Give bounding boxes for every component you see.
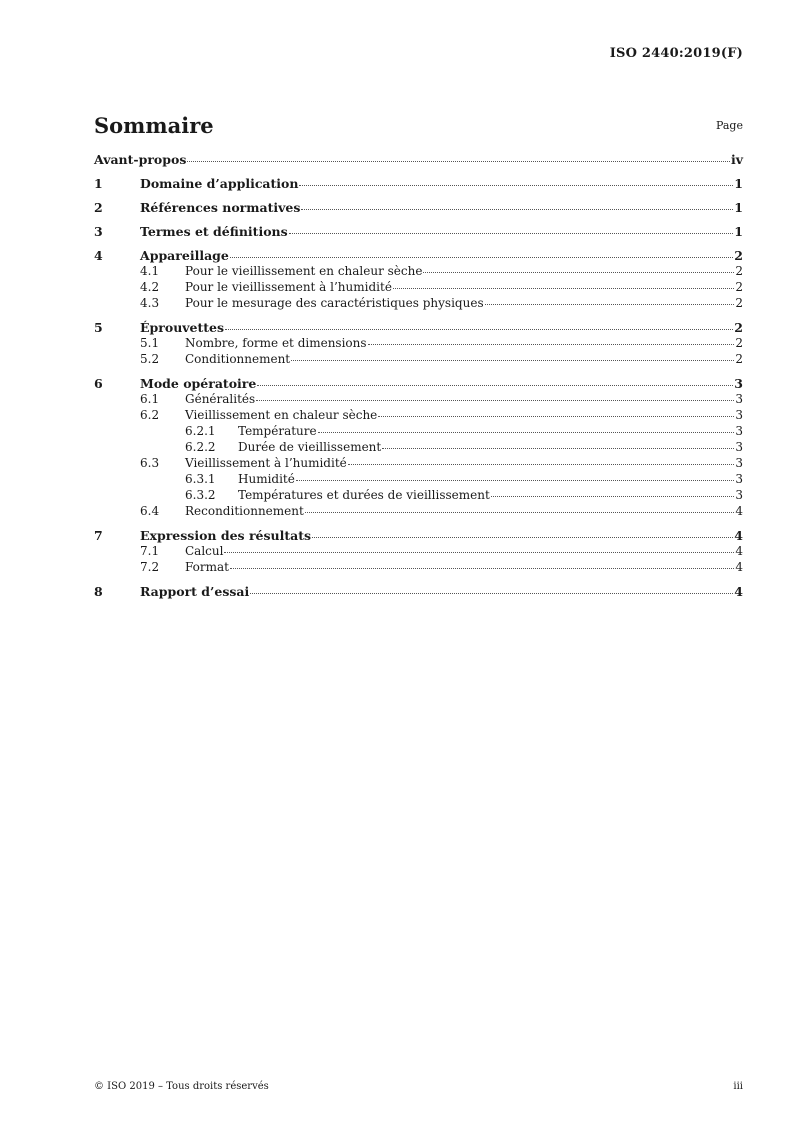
toc-entry-number: 6.3.1: [185, 472, 216, 486]
toc-leader-dots: [250, 592, 733, 594]
toc-entry-title: Humidité: [238, 472, 295, 486]
toc-entry-page: 4: [735, 544, 743, 558]
toc-entry-page: 3: [735, 440, 743, 454]
toc-entry[interactable]: [94, 152, 743, 168]
toc-entry-number: 4: [94, 248, 103, 263]
toc-leader-dots: [348, 463, 735, 465]
toc-entry-title: Pour le mesurage des caractéristiques physiques: [185, 296, 484, 310]
toc-entry-page: 3: [735, 488, 743, 502]
toc-entry[interactable]: [94, 528, 743, 544]
toc-leader-dots: [187, 160, 730, 162]
toc-entry-number: 7.2: [140, 560, 160, 574]
toc-leader-dots: [423, 271, 734, 273]
toc-entry-title: Vieillissement en chaleur sèche: [185, 408, 378, 422]
toc-entry-number: 7.1: [140, 544, 160, 558]
toc-entry-number: 6.4: [140, 504, 160, 518]
toc-entry-number: 6.2.2: [185, 440, 216, 454]
toc-entry[interactable]: [94, 224, 743, 240]
toc-entry-number: 5: [94, 320, 103, 335]
toc-entry-title: Éprouvettes: [140, 320, 225, 335]
toc-entry-page: 3: [735, 472, 743, 486]
toc-entry[interactable]: [94, 336, 743, 352]
toc-entry[interactable]: [94, 544, 743, 560]
toc-entry-number: 8: [94, 584, 103, 599]
toc-entry-page: 4: [735, 504, 743, 518]
toc-entry-title: Généralités: [185, 392, 256, 406]
toc-entry-page: 1: [734, 224, 743, 239]
toc-entry[interactable]: [94, 392, 743, 408]
toc-leader-dots: [289, 232, 734, 234]
toc-leader-dots: [256, 399, 734, 401]
toc-entry-page: 4: [734, 584, 743, 599]
toc-entry-title: Reconditionnement: [185, 504, 304, 518]
toc-entry-page: 3: [735, 392, 743, 406]
toc-entry[interactable]: [94, 264, 743, 280]
toc-entry-title: Rapport d’essai: [140, 584, 250, 599]
toc-entry-page: 2: [735, 296, 743, 310]
toc-entry-number: 5.2: [140, 352, 160, 366]
toc-entry-page: 4: [735, 560, 743, 574]
toc-entry-page: 3: [734, 376, 743, 391]
toc-entry-page: 2: [735, 280, 743, 294]
toc-entry-title: Durée de vieillissement: [238, 440, 382, 454]
toc-leader-dots: [224, 551, 734, 553]
toc-entry-page: 2: [735, 352, 743, 366]
page-title: Sommaire: [94, 113, 214, 138]
toc-entry-page: 4: [734, 528, 743, 543]
toc-entry-title: Pour le vieillissement en chaleur sèche: [185, 264, 423, 278]
toc-entry-number: 3: [94, 224, 103, 239]
toc-entry[interactable]: [94, 472, 743, 488]
toc-leader-dots: [318, 431, 735, 433]
toc-entry[interactable]: [94, 424, 743, 440]
toc-entry-number: 6.2.1: [185, 424, 216, 438]
toc-entry-page: 2: [735, 264, 743, 278]
toc-entry-number: 7: [94, 528, 103, 543]
toc-entry-number: 6.2: [140, 408, 160, 422]
toc-entry[interactable]: [94, 376, 743, 392]
toc-leader-dots: [257, 384, 733, 386]
toc-entry-page: iv: [730, 152, 743, 167]
toc-entry-page: 2: [734, 320, 743, 335]
toc-leader-dots: [491, 495, 735, 497]
toc-entry[interactable]: [94, 456, 743, 472]
toc-leader-dots: [225, 328, 733, 330]
toc-entry-title: Températures et durées de vieillissement: [238, 488, 490, 502]
toc-entry-title: Calcul: [185, 544, 224, 558]
toc-entry-number: 1: [94, 176, 103, 191]
toc-entry-number: 4.2: [140, 280, 160, 294]
toc-entry-number: 2: [94, 200, 103, 215]
toc-leader-dots: [305, 511, 735, 513]
toc-entry-title: Vieillissement à l’humidité: [185, 456, 347, 470]
toc-entry-title: Domaine d’application: [140, 176, 299, 191]
toc-leader-dots: [230, 256, 733, 258]
toc-entry-title: Expression des résultats: [140, 528, 312, 543]
toc-entry[interactable]: [94, 280, 743, 296]
toc-entry-page: 2: [735, 336, 743, 350]
toc-leader-dots: [393, 287, 734, 289]
toc-entry-title: Mode opératoire: [140, 376, 257, 391]
toc-entry[interactable]: [94, 560, 743, 576]
toc-entry-page: 3: [735, 424, 743, 438]
toc-entry-number: 6.3.2: [185, 488, 216, 502]
toc-entry-title: Pour le vieillissement à l’humidité: [185, 280, 392, 294]
toc-leader-dots: [291, 359, 734, 361]
toc-entry[interactable]: [94, 320, 743, 336]
footer-copyright: © ISO 2019 – Tous droits réservés: [94, 1081, 269, 1092]
toc-entry-title: Références normatives: [140, 200, 301, 215]
document-standard-number: ISO 2440:2019(F): [609, 46, 743, 61]
toc-entry-page: 2: [734, 248, 743, 263]
toc-entry-number: 5.1: [140, 336, 160, 350]
toc-entry-title: Termes et définitions: [140, 224, 288, 239]
toc-entry-number: 6: [94, 376, 103, 391]
toc-entry[interactable]: [94, 200, 743, 216]
toc-leader-dots: [382, 447, 734, 449]
toc-entry-title: Format: [185, 560, 229, 574]
toc-leader-dots: [299, 184, 733, 186]
toc-entry[interactable]: [94, 440, 743, 456]
toc-entry[interactable]: [94, 248, 743, 264]
toc-entry-page: 3: [735, 408, 743, 422]
toc-entry-page: 1: [734, 200, 743, 215]
toc-entry-title: Conditionnement: [185, 352, 291, 366]
toc-entry[interactable]: [94, 584, 743, 600]
toc-entry[interactable]: [94, 176, 743, 192]
toc-entry-title: Température: [238, 424, 317, 438]
toc-leader-dots: [378, 415, 734, 417]
toc-leader-dots: [296, 479, 735, 481]
toc-leader-dots: [230, 567, 734, 569]
toc-entry[interactable]: [94, 488, 743, 504]
toc-entry[interactable]: [94, 408, 743, 424]
toc-entry-number: 6.1: [140, 392, 160, 406]
table-of-contents: [94, 152, 743, 600]
toc-entry[interactable]: [94, 296, 743, 312]
toc-entry-page: 1: [734, 176, 743, 191]
toc-entry[interactable]: [94, 504, 743, 520]
toc-entry-number: 6.3: [140, 456, 160, 470]
page-column-label: Page: [715, 119, 743, 132]
toc-entry-title: Nombre, forme et dimensions: [185, 336, 367, 350]
footer-page-number: iii: [733, 1081, 743, 1092]
toc-entry-title: Appareillage: [140, 248, 229, 263]
toc-entry[interactable]: [94, 352, 743, 368]
toc-leader-dots: [301, 208, 733, 210]
toc-leader-dots: [485, 303, 735, 305]
toc-entry-number: 4.3: [140, 296, 160, 310]
toc-entry-number: 4.1: [140, 264, 160, 278]
toc-entry-title: Avant-propos: [94, 152, 187, 167]
toc-entry-page: 3: [735, 456, 743, 470]
toc-leader-dots: [312, 536, 733, 538]
toc-leader-dots: [368, 343, 735, 345]
